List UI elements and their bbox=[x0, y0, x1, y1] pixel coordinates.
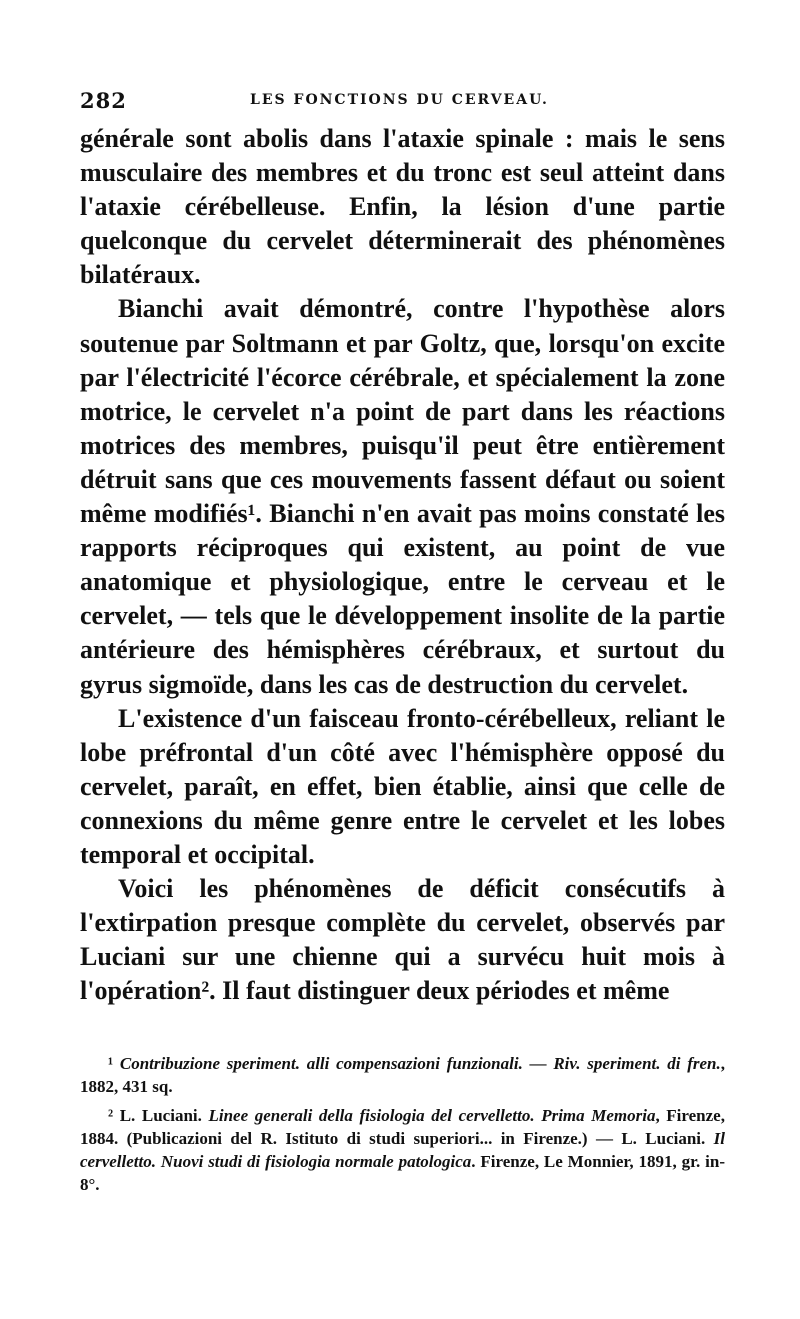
footnote-1 bbox=[80, 1052, 725, 1098]
paragraph: Bianchi avait démontré, contre l'hypothèse alors soutenue par Soltmann et par Goltz, que, lorsqu'on excite par l'électricité l'écorce cérébrale, et spécialement la zone motrice, le cervelet n'a point de part dans les réactions motrices des membres, puisqu'il peut être entièrement détruit sans que ces mouvements fassent défaut ou soient même modifiés¹. Bianchi n'en avait pas moins constaté les rapports réciproques qui existent, au point de vue anatomique et physiologique, entre le cerveau et le cervelet, — tels que le développement insolite de la partie antérieure des hémisphères cérébraux, et surtout du gyrus sigmoïde, dans les cas de destruction du cervelet. bbox=[80, 294, 725, 699]
footnote-text: L. Luciani. bbox=[119, 1106, 209, 1126]
footnote-citation: Contribuzione speriment. alli compensazioni funzionali. — Riv. speriment. di fren. bbox=[119, 1054, 721, 1074]
page-header bbox=[80, 88, 725, 122]
running-title: LES FONCTIONS DU CERVEAU. bbox=[250, 92, 549, 108]
footnote-marker: ¹ bbox=[108, 1054, 114, 1074]
paragraph: L'existence d'un faisceau fronto-cérébelleux, reliant le lobe préfrontal d'un côté avec l'hémisphère opposé du cervelet, paraît, en effet, bien établie, ainsi que celle de connexions du même genre entre le cervelet et les lobes temporal et occipital. bbox=[80, 703, 725, 869]
footnote-marker: ² bbox=[108, 1106, 114, 1126]
book-page bbox=[80, 88, 725, 1202]
footnote-text: . Firenze, Le Monnier, 1891, gr. in-8°. bbox=[80, 1152, 725, 1195]
footnote-text: , Firenze, 1884. (Publicazioni del R. Istituto di studi superiori... in Firenze.) — L. Luciani. bbox=[80, 1106, 725, 1149]
footnote-citation: Linee generali della fisiologia del cervelletto. Prima Memoria bbox=[208, 1106, 656, 1126]
footnotes bbox=[80, 1052, 725, 1196]
paragraph: Voici les phénomènes de déficit consécutifs à l'extirpation presque complète du cervelet, observés par Luciani sur une chienne qui a survécu huit mois à l'opération². Il faut distinguer deux périodes et même bbox=[80, 874, 725, 1006]
body-text bbox=[80, 122, 725, 1008]
footnote-2 bbox=[80, 1104, 725, 1196]
page-number: 282 bbox=[80, 88, 127, 113]
paragraph: générale sont abolis dans l'ataxie spinale : mais le sens musculaire des membres et du tronc est seul atteint dans l'ataxie cérébelleuse. Enfin, la lésion d'une partie quelconque du cervelet déterminerait des phénomènes bilatéraux. bbox=[80, 124, 725, 290]
footnote-citation: Il cervelletto. Nuovi studi di fisiologia normale patologica bbox=[80, 1129, 725, 1172]
footnote-text: , 1882, 431 sq. bbox=[80, 1054, 725, 1097]
